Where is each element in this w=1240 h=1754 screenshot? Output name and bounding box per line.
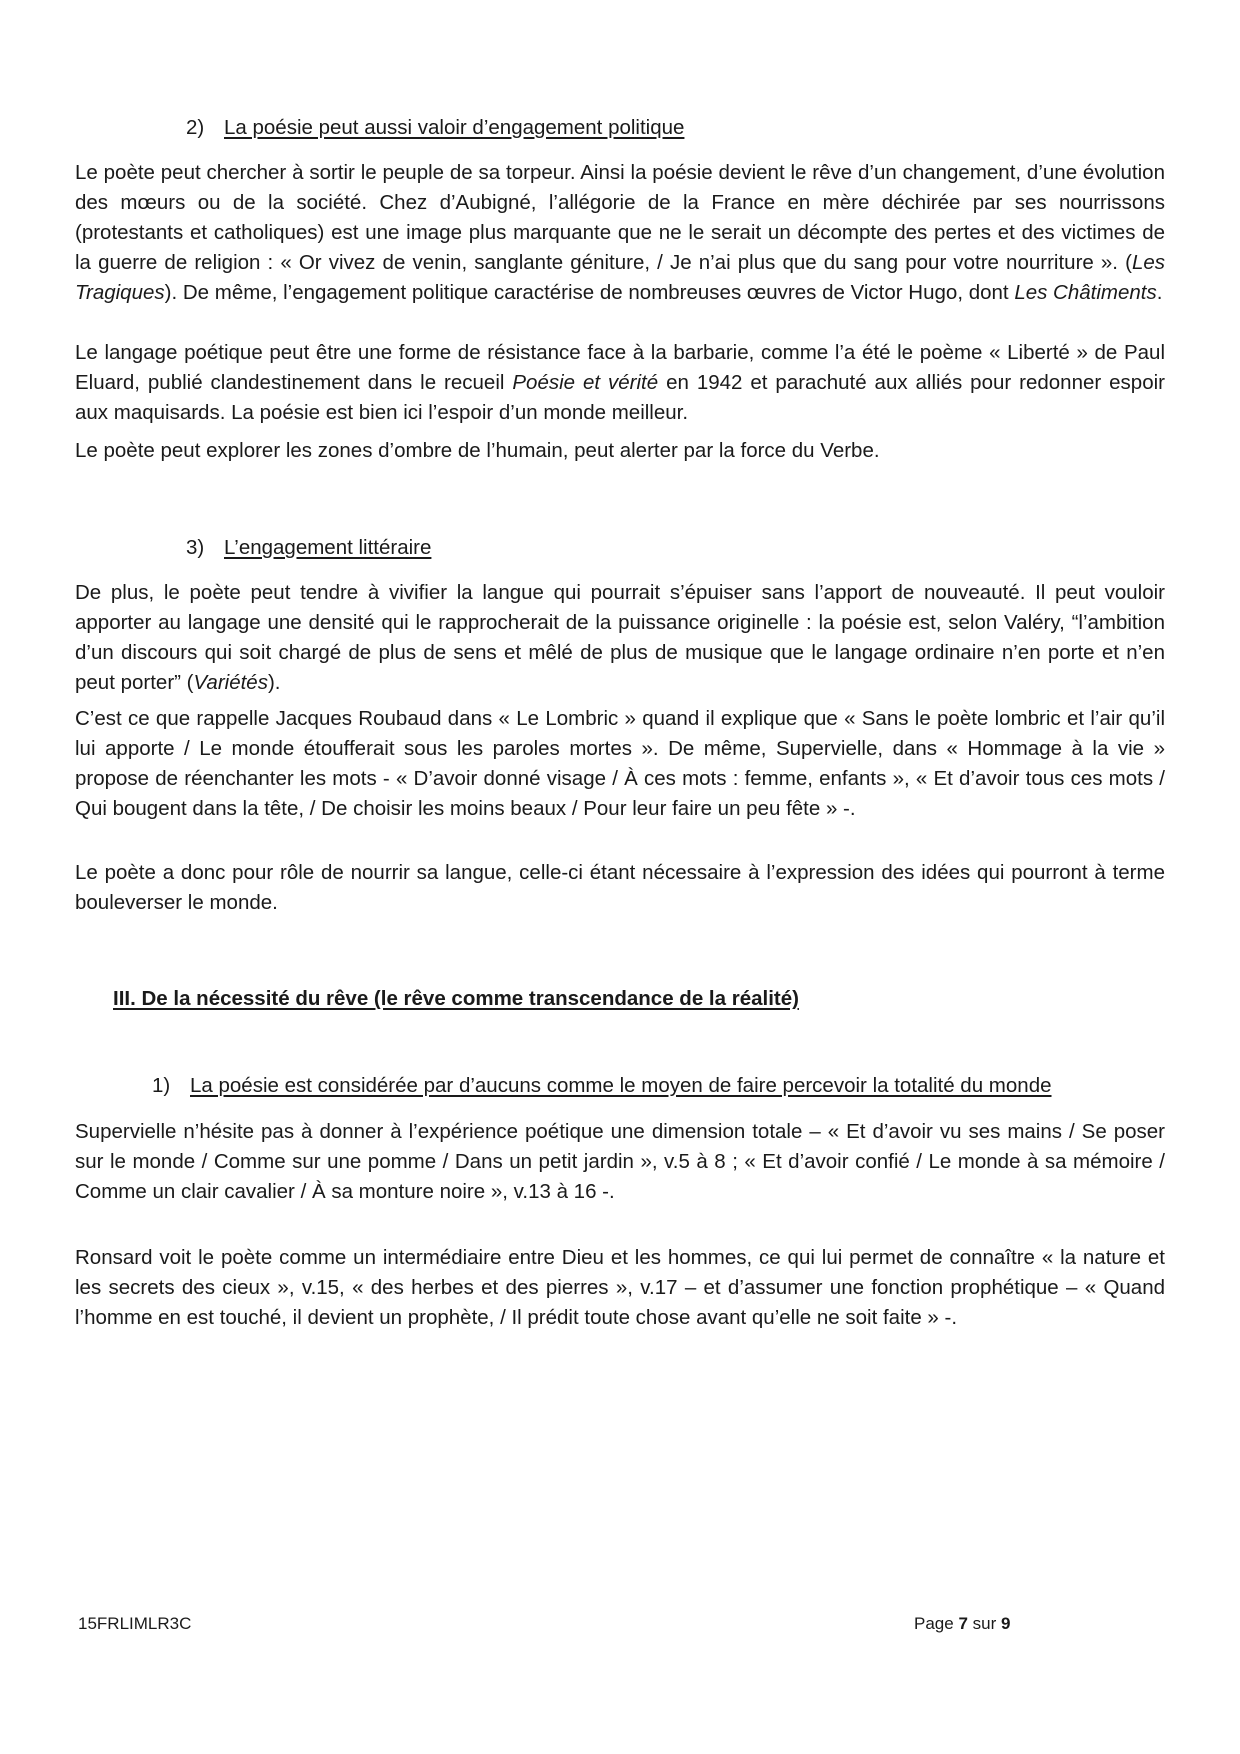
paragraph-valery — [75, 578, 1165, 698]
italic-title: Les Châtiments — [1014, 281, 1157, 304]
total-pages: 9 — [1001, 1614, 1011, 1633]
page-label: Page — [914, 1614, 954, 1633]
section-heading-3-1 — [152, 1072, 1052, 1100]
text-run: en 1942 et parachuté aux alliés pour redonner espoir aux maquisards. La poésie est bien ici l’espoir d’un monde meilleur. — [75, 371, 1165, 424]
paragraph-verbe: Le poète peut explorer les zones d’ombre de l’humain, peut alerter par la force du Verbe. — [75, 439, 880, 462]
text-run: . — [1156, 281, 1163, 304]
italic-title: Variétés — [193, 671, 268, 694]
text-run: ). — [267, 671, 281, 694]
italic-title: Poésie et vérité — [512, 371, 659, 394]
paragraph-aubigne — [75, 158, 1165, 308]
page-of-label: sur — [972, 1614, 997, 1633]
section-number: 3) — [186, 536, 205, 559]
italic-title: Les Tragiques — [75, 251, 1165, 304]
paragraph-supervielle: Supervielle n’hésite pas à donner à l’expérience poétique une dimension totale – « Et d’avoir vu ses mains / Se poser sur le monde / Comme sur une pomme / Dans un petit jardin », v.5 à 8 ; « Et d’avoir confié / Le monde à sa mémoire / Comme un clair cavalier / À sa monture noire », v.13 à 16 -. — [75, 1120, 1165, 1203]
text-run: Le langage poétique peut être une forme de résistance face à la barbarie, comme l’a été le poème « Liberté » de Paul Eluard, publié clandestinement dans le recueil — [75, 341, 1165, 394]
section-number: 1) — [152, 1074, 171, 1097]
paragraph-nourrir-langue: Le poète a donc pour rôle de nourrir sa langue, celle-ci étant nécessaire à l’expression des idées qui pourront à terme bouleverser le monde. — [75, 861, 1165, 914]
part-heading-3: III. De la nécessité du rêve (le rêve comme transcendance de la réalité) — [113, 987, 799, 1010]
paragraph-roubaud: C’est ce que rappelle Jacques Roubaud dans « Le Lombric » quand il explique que « Sans le poète lombric et l’air qu’il lui apporte / Le monde étoufferait sous les paroles mortes ». De même, Supervielle, dans « Hommage à la vie » propose de réenchanter les mots - « D’avoir donné visage / À ces mots : femme, enfants », « Et d’avoir tous ces mots / Qui bougent dans la tête, / De choisir les moins beaux / Pour leur faire un peu fête » -. — [75, 707, 1165, 820]
paragraph-ronsard: Ronsard voit le poète comme un intermédiaire entre Dieu et les hommes, ce qui lui permet de connaître « la nature et les secrets des cieux », v.15, « des herbes et des pierres », v.17 – et d’assumer une fonction prophétique – « Quand l’homme en est touché, il devient un prophète, / Il prédit toute chose avant qu’elle ne soit faite » -. — [75, 1246, 1165, 1329]
section-title: La poésie peut aussi valoir d’engagement politique — [224, 116, 685, 139]
paragraph-eluard — [75, 338, 1165, 428]
current-page: 7 — [958, 1614, 968, 1633]
text-run: De plus, le poète peut tendre à vivifier la langue qui pourrait s’épuiser sans l’apport de nouveauté. Il peut vouloir apporter au langage une densité qui le rapprocherait de la puissance originelle : la poésie est, selon Valéry, “l’ambition d’un discours qui soit chargé de plus de sens et mêlé de plus de musique que le langage ordinaire n’en porte et n’en peut porter” ( — [75, 581, 1165, 694]
section-heading-2 — [186, 114, 684, 142]
footer-document-code: 15FRLIMLR3C — [78, 1614, 192, 1633]
text-run: ). De même, l’engagement politique caractérise de nombreuses œuvres de Victor Hugo, dont — [164, 281, 1015, 304]
text-run: Le poète peut chercher à sortir le peuple de sa torpeur. Ainsi la poésie devient le rêve d’un changement, d’une évolution des mœurs ou de la société. Chez d’Aubigné, l’allégorie de la France en mère déchirée par ses nourrissons (protestants et catholiques) est une image plus marquante que ne le serait un décompte des pertes et des victimes de la guerre de religion : « Or vivez de venin, sanglante géniture, / Je n’ai plus que du sang pour votre nourriture ». ( — [75, 161, 1165, 274]
section-title: La poésie est considérée par d’aucuns comme le moyen de faire percevoir la totalité du monde — [190, 1074, 1052, 1097]
footer-page-number — [914, 1612, 1010, 1636]
section-title: L’engagement littéraire — [224, 536, 432, 559]
section-number: 2) — [186, 116, 205, 139]
section-heading-3 — [186, 534, 431, 562]
